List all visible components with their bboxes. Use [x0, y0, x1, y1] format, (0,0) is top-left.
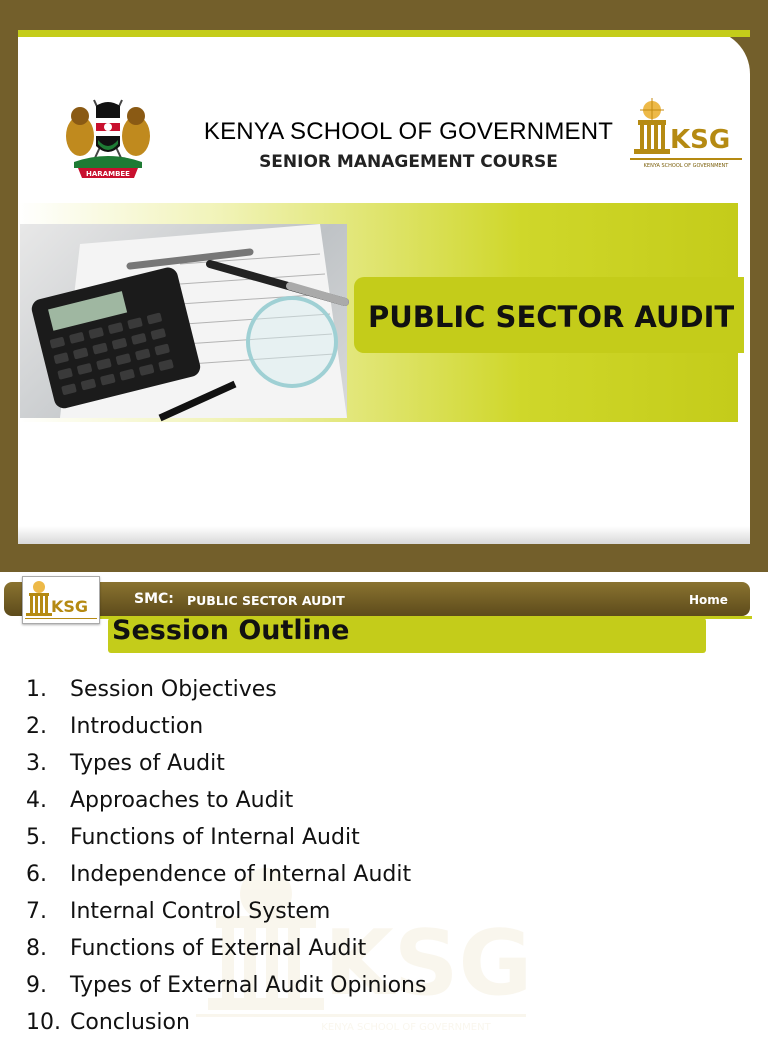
list-item [0, 1009, 768, 1046]
institution-title: KENYA SCHOOL OF GOVERNMENT [203, 118, 614, 145]
ksg-logo-icon [22, 576, 100, 624]
item-number: 10. [26, 1010, 61, 1035]
slide-header-bar [4, 582, 750, 616]
outline-title: Session Outline [112, 615, 350, 646]
list-item [0, 898, 768, 935]
item-number: 8. [26, 936, 47, 961]
item-text: Functions of External Audit [70, 936, 367, 961]
list-item [0, 935, 768, 972]
header-course-code: SMC: [134, 591, 174, 607]
watermark-tagline: KENYA SCHOOL OF GOVERNMENT [321, 1022, 491, 1033]
item-text: Introduction [70, 714, 204, 739]
header-course-title: PUBLIC SECTOR AUDIT [187, 593, 345, 608]
home-link[interactable]: Home [689, 593, 728, 607]
list-item [0, 713, 768, 750]
list-item [0, 824, 768, 861]
course-subtitle: SENIOR MANAGEMENT COURSE [259, 152, 558, 172]
header-logo-text: KSG [51, 597, 89, 616]
calculator-photo [20, 224, 347, 418]
item-text: Types of Audit [70, 751, 225, 776]
session-outline-list [0, 676, 768, 1046]
watermark-text: KSG [324, 911, 533, 1016]
list-item [0, 861, 768, 898]
item-text: Types of External Audit Opinions [70, 973, 427, 998]
slide-bottom-shade [18, 526, 750, 544]
item-number: 2. [26, 714, 47, 739]
list-item [0, 676, 768, 713]
list-item [0, 750, 768, 787]
item-text: Functions of Internal Audit [70, 825, 360, 850]
item-number: 9. [26, 973, 47, 998]
item-number: 1. [26, 677, 47, 702]
item-number: 4. [26, 788, 47, 813]
item-number: 3. [26, 751, 47, 776]
outline-slide [0, 572, 768, 1035]
logo-text: KSG [670, 125, 731, 155]
accent-stripe [18, 30, 750, 37]
hero-banner [18, 203, 738, 422]
item-text: Independence of Internal Audit [70, 862, 412, 887]
coat-of-arms-icon [60, 94, 156, 182]
item-number: 5. [26, 825, 47, 850]
logo-tagline: KENYA SCHOOL OF GOVERNMENT [643, 163, 729, 169]
motto-text: HARAMBEE [86, 170, 130, 178]
title-slide-card [18, 30, 750, 544]
item-number: 6. [26, 862, 47, 887]
item-text: Conclusion [70, 1010, 190, 1035]
item-number: 7. [26, 899, 47, 924]
list-item [0, 787, 768, 824]
list-item [0, 972, 768, 1009]
banner-title: PUBLIC SECTOR AUDIT [368, 300, 735, 334]
item-text: Session Objectives [70, 677, 277, 702]
item-text: Approaches to Audit [70, 788, 294, 813]
item-text: Internal Control System [70, 899, 331, 924]
ksg-logo-icon [630, 96, 742, 168]
